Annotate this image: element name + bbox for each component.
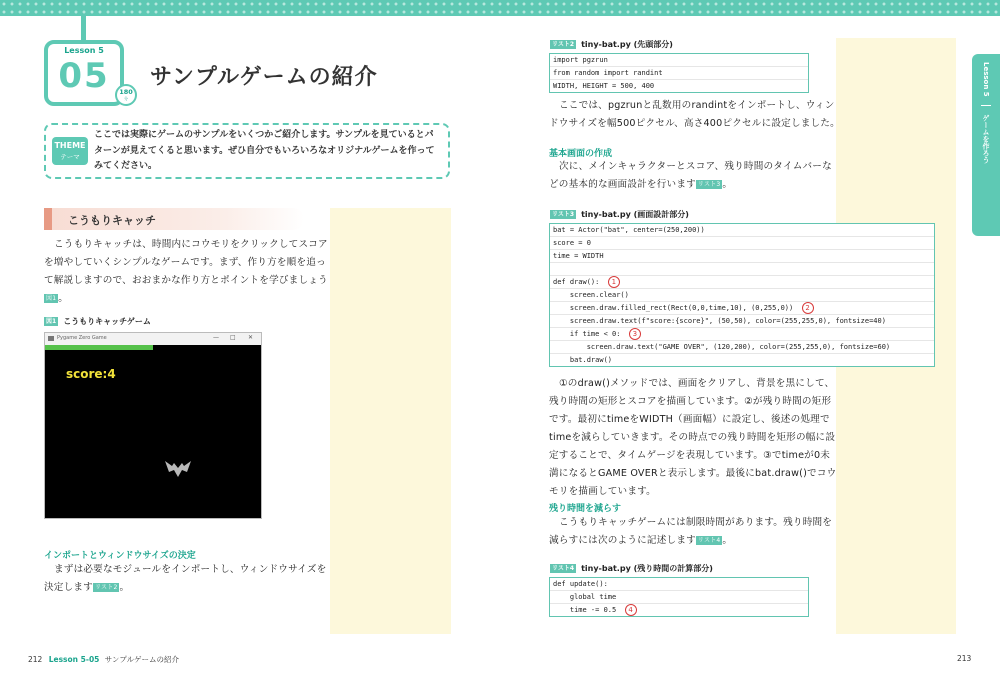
import-heading: インポートとウィンドウサイズの決定	[44, 551, 196, 561]
code-text: score = 0	[553, 239, 591, 247]
time-bar	[45, 345, 153, 350]
code-text: def draw():	[553, 278, 608, 286]
time-badge-unit: 分	[124, 96, 128, 101]
text-line: です。最初にtimeをWIDTH（画面幅）に設定し、後述の処理で	[549, 414, 830, 425]
top-dotted-band	[0, 0, 1000, 16]
code-text: time = WIDTH	[553, 252, 604, 260]
minimize-icon[interactable]: —	[213, 334, 219, 341]
lesson-number: 05	[58, 56, 110, 96]
maximize-icon[interactable]: □	[230, 334, 236, 341]
game-window	[44, 332, 262, 519]
code-text: screen.draw.filled_rect(Rect(0,0,time,10), (0,255,0))	[553, 304, 802, 312]
code-text: global time	[553, 593, 617, 601]
figure-tag: 図1	[46, 318, 57, 325]
code-line	[550, 578, 808, 591]
intro-line: て解説しますので、おおまかな作り方とポイントを学びましょう	[44, 275, 328, 286]
intro-ref-line: 図1 。	[46, 293, 69, 304]
window-title: Pygame Zero Game	[57, 335, 107, 341]
listing2-title	[550, 39, 673, 50]
text-line: ドウサイズを幅500ピクセル、高さ400ピクセルに設定しました。	[549, 118, 840, 129]
code-text: bat.draw()	[553, 356, 613, 364]
text-line: 減らすには次のように記述します	[549, 535, 696, 546]
time-badge-value: 180	[119, 88, 133, 96]
theme-text-line: みてください。	[94, 161, 158, 171]
page-number-left: 212	[28, 655, 43, 664]
import-line-2: 決定します リスト2 。	[44, 582, 130, 593]
section-heading-marker	[44, 208, 52, 230]
code-text: screen.draw.text(f"score:{score}", (50,50), color=(255,255,0), fontsize=40)	[553, 317, 886, 325]
theme-label-top: THEME	[54, 141, 86, 150]
listing4-title	[550, 563, 713, 574]
text-line: モリを描画しています。	[549, 486, 656, 497]
callout-marker-1: 1	[608, 276, 620, 288]
lesson-label: Lesson 5	[64, 46, 104, 55]
figure-caption	[44, 316, 151, 327]
text-tail: 。	[722, 535, 733, 546]
lesson-badge-hook	[81, 16, 86, 42]
import-explanation	[549, 97, 840, 133]
app-icon	[48, 336, 54, 341]
theme-label-bottom: テーマ	[60, 153, 80, 161]
draw-explanation	[549, 375, 836, 501]
left-footer	[28, 654, 179, 665]
window-titlebar	[45, 333, 261, 345]
listing4-title-text: tiny-bat.py (残り時間の計算部分)	[581, 564, 713, 573]
code-line	[550, 263, 934, 276]
code-line: import pgzrun	[550, 54, 808, 67]
code-line	[550, 250, 934, 263]
callout-marker-4: 4	[625, 604, 637, 616]
reduce-time-paragraph	[549, 514, 832, 550]
basic-screen-paragraph	[549, 158, 832, 194]
listing-ref-tag: リスト2	[94, 583, 118, 591]
text-line: timeを減らしていきます。その時点での残り時間を矩形の幅に設	[549, 432, 836, 443]
intro-paragraph	[44, 236, 328, 308]
close-icon[interactable]: ✕	[248, 334, 254, 341]
theme-label	[52, 137, 88, 165]
text-line: ここでは、pgzrunと乱数用のrandintをインポートし、ウィン	[559, 100, 835, 111]
import-paragraph	[44, 561, 327, 597]
callout-marker-3: 3	[629, 328, 641, 340]
text-line: 満になるとGAME OVERと表示します。最後にbat.draw()でコウ	[549, 468, 837, 479]
listing4-tag: リスト4	[552, 565, 575, 572]
theme-text-line: ここでは実際にゲームのサンプルをいくつかご紹介します。サンプルを見ているとパ	[94, 130, 434, 140]
text-line-ref	[549, 532, 832, 550]
footer-title: サンプルゲームの紹介	[104, 655, 179, 664]
text-line: 残り時間の矩形とスコアを描画しています。②が残り時間の矩形	[549, 396, 832, 407]
text-line: 次に、メインキャラクターとスコア、残り時間のタイムバーな	[559, 161, 832, 172]
section-heading	[44, 208, 304, 230]
code-line	[550, 354, 934, 366]
intro-line: こうもりキャッチは、時間内にコウモリをクリックしてスコア	[54, 239, 328, 250]
callout-marker-2: 2	[802, 302, 814, 314]
text-tail: 。	[722, 179, 733, 190]
side-tab-lesson: Lesson 5	[982, 62, 990, 97]
listing2-tag: リスト2	[552, 41, 575, 48]
lesson-badge	[44, 40, 124, 106]
footer-lesson-ref: Lesson 5-05	[48, 655, 100, 664]
theme-box	[44, 123, 450, 179]
code-line	[550, 224, 934, 237]
bat-icon	[163, 457, 193, 481]
code-line	[550, 328, 934, 341]
code-text: def update():	[553, 580, 608, 588]
code-text: screen.clear()	[553, 291, 629, 299]
code-text: bat = Actor("bat", center=(250,200))	[553, 226, 705, 234]
text-line: こうもりキャッチゲームには制限時間があります。残り時間を	[559, 517, 833, 528]
left-margin-column	[330, 208, 451, 634]
listing2-title-text: tiny-bat.py (先頭部分)	[581, 40, 673, 49]
listing3-tag: リスト3	[552, 211, 575, 218]
code-line	[550, 341, 934, 354]
code-line	[550, 276, 934, 289]
code-line	[550, 604, 808, 616]
code-line	[550, 237, 934, 250]
code-text: screen.draw.text("GAME OVER", (120,200), color=(255,255,0), fontsize=60)	[553, 343, 891, 351]
side-tab-text	[981, 62, 991, 164]
side-tab-title: ゲームを作ろう	[982, 114, 990, 164]
code-text: time -= 0.5	[553, 606, 625, 614]
reduce-time-heading: 残り時間を減らす	[549, 504, 622, 514]
listing2-code	[549, 53, 809, 93]
code-line	[550, 302, 934, 315]
text-line-ref	[549, 176, 832, 194]
code-line: from random import randint	[550, 67, 808, 80]
listing4-code	[549, 577, 809, 617]
side-chapter-tab	[972, 54, 1000, 236]
theme-text-line: ターンが見えてくると思います。ぜひ自分でもいろいろなオリジナルゲームを作って	[94, 145, 435, 156]
listing3-title-text: tiny-bat.py (画面設計部分)	[581, 210, 689, 219]
figure-caption-text: こうもりキャッチゲーム	[63, 317, 151, 326]
code-line	[550, 289, 934, 302]
score-text: score:4	[66, 367, 116, 381]
section-heading-text: こうもりキャッチ	[68, 214, 156, 227]
text-line: 定することで、タイムゲージを表現しています。③でtimeが0未	[549, 450, 831, 461]
listing3-title	[550, 209, 689, 220]
import-line: まずは必要なモジュールをインポートし、ウィンドウサイズを	[54, 564, 327, 575]
page-number-right: 213	[957, 654, 972, 663]
code-line	[550, 315, 934, 328]
listing3-code	[549, 223, 935, 367]
clock-icon	[115, 84, 137, 106]
page-title: サンプルゲームの紹介	[150, 65, 378, 90]
theme-text	[94, 128, 434, 175]
basic-screen-heading: 基本画面の作成	[549, 149, 613, 159]
text-line: ①のdraw()メソッドでは、画面をクリアし、背景を黒にして、	[559, 378, 835, 389]
text-line: どの基本的な画面設計を行います	[549, 179, 696, 190]
intro-line: を増やしていくシンプルなゲームです。まず、作り方を順を追っ	[44, 257, 326, 268]
game-canvas	[45, 345, 261, 518]
listing-ref-tag: リスト3	[697, 180, 721, 188]
side-tab-divider	[981, 105, 991, 106]
import-line: 決定します	[44, 582, 93, 593]
code-line: WIDTH, HEIGHT = 500, 400	[553, 82, 655, 90]
figure-ref-tag: 図1	[46, 294, 57, 302]
listing-ref-tag: リスト4	[697, 536, 721, 544]
code-line	[550, 591, 808, 604]
code-text: if time < 0:	[553, 330, 629, 338]
